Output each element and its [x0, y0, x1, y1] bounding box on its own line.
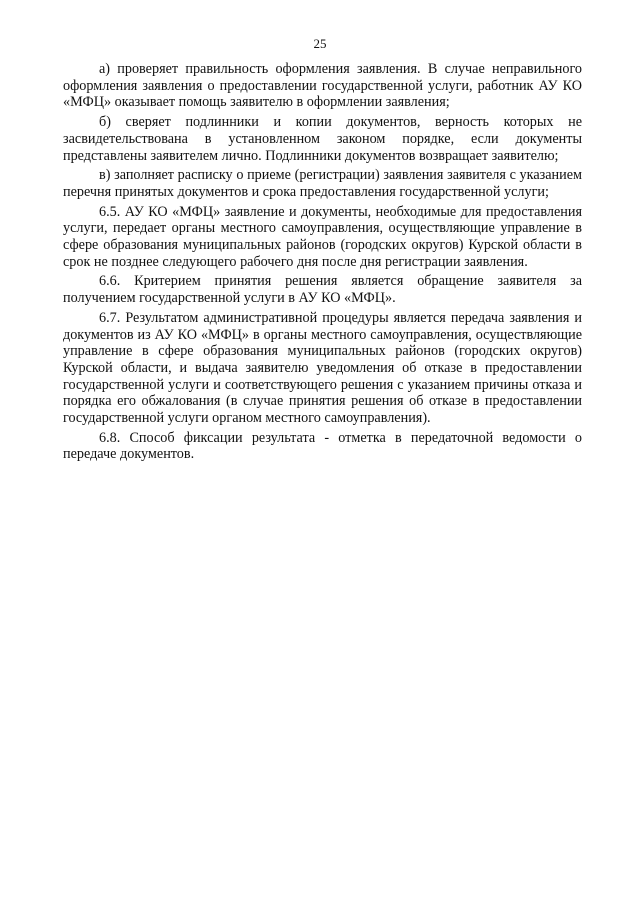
- page-number: 25: [313, 36, 327, 51]
- document-body: [63, 61, 582, 463]
- paragraph-a-check-application: а) проверяет правильность оформления заявления. В случае неправильного оформления заявления о предоставлении государственной услуги, работник АУ КО «МФЦ» оказывает помощь заявителю в оформлении заявления;: [63, 61, 582, 111]
- paragraph-b-verify-originals: б) сверяет подлинники и копии документов, верность которых не засвидетельствована в установленном законом порядке, если документы представлены заявителем лично. Подлинники документов возвращает заявителю;: [63, 114, 582, 164]
- paragraph-6-7: 6.7. Результатом административной процедуры является передача заявления и документов из АУ КО «МФЦ» в органы местного самоуправления, осуществляющие управление в сфере образования муниципальных районов (городских округов) Курской области, и выдача заявителю уведомления об отказе в предоставлении государственной услуги и соответствующего решения с указанием причины отказа и порядка его обжалования (в случае принятия решения об отказе в предоставлении государственной услуги органом местного самоуправления).: [63, 309, 582, 427]
- paragraph-6-5: 6.5. АУ КО «МФЦ» заявление и документы, необходимые для предоставления услуги, передает органы местного самоуправления, осуществляющие управление в сфере образования муниципальных районов (городских округов) Курской области в срок не позднее следующего рабочего дня после дня регистрации заявления.: [63, 203, 582, 270]
- paragraph-6-8: 6.8. Способ фиксации результата - отметка в передаточной ведомости о передаче документов.: [63, 429, 582, 463]
- paragraph-6-6: 6.6. Критерием принятия решения является обращение заявителя за получением государственной услуги в АУ КО «МФЦ».: [63, 273, 582, 307]
- paragraph-c-fill-receipt: в) заполняет расписку о приеме (регистрации) заявления заявителя с указанием перечня принятых документов и срока предоставления государственной услуги;: [63, 167, 582, 200]
